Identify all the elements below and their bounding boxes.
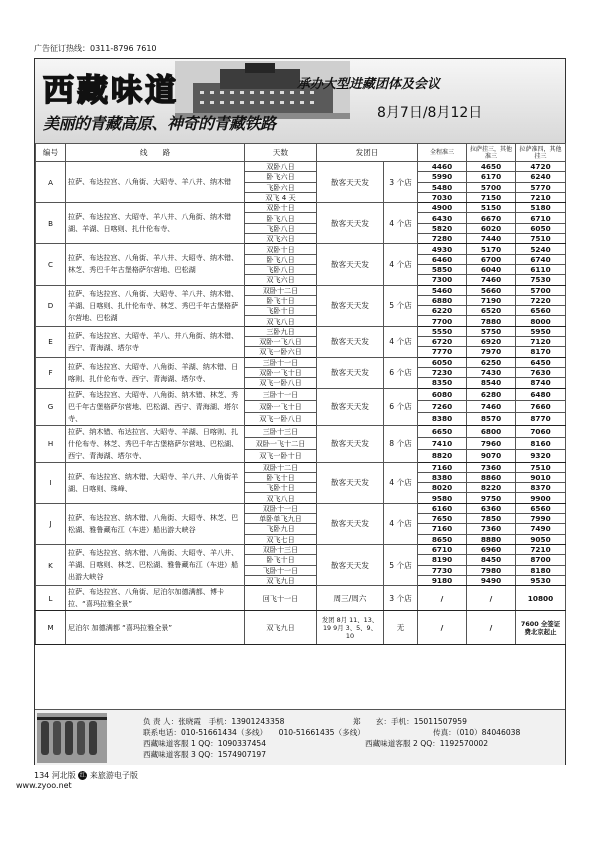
price-1: 8380 [418, 413, 467, 425]
price-2: / [467, 611, 516, 645]
duration: 三卧十三日 [245, 425, 317, 437]
price-3: 8770 [516, 413, 566, 425]
page-footer [34, 770, 138, 781]
departure-schedule: 周三/周六 [317, 586, 384, 611]
price-2: 8220 [467, 483, 516, 493]
table-row [36, 462, 566, 472]
price-3: 7220 [516, 295, 566, 305]
duration: 飞卧六日 [245, 182, 317, 192]
shop-count: 3 个店 [384, 586, 418, 611]
price-2: 4650 [467, 162, 516, 172]
shop-count: 5 个店 [384, 285, 418, 326]
contact-qq-1: 西藏味道客服 1 QQ：1090337454 [143, 739, 267, 748]
price-3: 6110 [516, 264, 566, 274]
price-3: 5770 [516, 182, 566, 192]
price-1: 7160 [418, 462, 467, 472]
price-2: 8880 [467, 534, 516, 544]
price-3: 9900 [516, 493, 566, 503]
shop-count: 4 个店 [384, 462, 418, 503]
price-1: 8190 [418, 555, 467, 565]
table-header [36, 144, 566, 162]
table-row [36, 203, 566, 213]
header-price-1: 全程准三 [418, 144, 467, 162]
price-2: 7440 [467, 234, 516, 244]
price-1: 8820 [418, 450, 467, 462]
route-code: H [36, 425, 66, 462]
price-3: 7210 [516, 192, 566, 202]
departure-schedule: 散客天天发 [317, 326, 384, 357]
route-code: K [36, 544, 66, 585]
contact-manager: 负 责 人：张晓霞 手机：13901243358 [143, 717, 285, 726]
price-2: 6670 [467, 213, 516, 223]
route-description: 拉萨、纳木错、布达拉宫、大昭寺、羊湖、日喀则、扎什伦布寺、林芝、秀巴千年古堡格萨尔营地、巴松湖、西宁、青海湖、塔尔寺、 [66, 425, 245, 462]
departure-schedule: 散客天天发 [317, 357, 384, 388]
price-3: 5950 [516, 326, 566, 336]
price-1: 6880 [418, 295, 467, 305]
shop-count: 4 个店 [384, 326, 418, 357]
price-2: 6020 [467, 223, 516, 233]
price-2: 7190 [467, 295, 516, 305]
duration: 双卧十二日 [245, 285, 317, 295]
route-code: B [36, 203, 66, 244]
route-description: 拉萨、布达拉宫、大昭寺、羊八、井八角街、纳木错、西宁、青海湖、塔尔寺 [66, 326, 245, 357]
price-1: / [418, 611, 467, 645]
duration: 双飞六日 [245, 234, 317, 244]
route-description: 拉萨、布达拉宫、纳木错、八角街、大昭寺、林芝、巴松湖、雅鲁藏布江（车进）船出游大峡谷 [66, 503, 245, 544]
price-2: 8570 [467, 413, 516, 425]
price-2: 6960 [467, 544, 516, 554]
shop-count: 4 个店 [384, 203, 418, 244]
ad-frame [34, 58, 566, 765]
duration: 双飞一卧十日 [245, 450, 317, 462]
price-1: 7770 [418, 347, 467, 357]
price-2: 6170 [467, 172, 516, 182]
price-3: 8740 [516, 378, 566, 388]
duration: 双飞七日 [245, 534, 317, 544]
price-3: 7120 [516, 337, 566, 347]
contact-fax: 传真：（010）84046038 [433, 728, 521, 737]
price-1: 6160 [418, 503, 467, 513]
duration: 卧飞八日 [245, 254, 317, 264]
price-2: 7970 [467, 347, 516, 357]
price-2: 7980 [467, 565, 516, 575]
price-3: 8180 [516, 565, 566, 575]
price-1: 7030 [418, 192, 467, 202]
departure-schedule: 散客天天发 [317, 544, 384, 585]
route-description: 拉萨、布达拉宫、大昭寺、羊八井、八角街、纳木错湖、羊湖、日喀则、扎什伦布寺、 [66, 203, 245, 244]
table-row [36, 611, 566, 645]
price-1: 8650 [418, 534, 467, 544]
route-description: 尼泊尔 加德满都 “喜玛拉雅全景” [66, 611, 245, 645]
price-3: 7630 [516, 367, 566, 377]
departure-schedule: 发团 8月 11、13、19 9月 3、5、9、10 [317, 611, 384, 645]
route-description: 拉萨、布达拉宫、八角街、羊八井、大昭寺、纳木错、林芝、秀巴千年古堡格萨尔营地、巴松湖 [66, 244, 245, 285]
route-code: A [36, 162, 66, 203]
duration: 双飞六日 [245, 275, 317, 285]
ad-hotline: 广告征订热线：0311-8796 7610 [34, 44, 157, 53]
price-3: 8370 [516, 483, 566, 493]
price-3: 8700 [516, 555, 566, 565]
banner-subtitle: 美丽的青藏高原、神奇的青藏铁路 [43, 114, 276, 133]
price-2: 6520 [467, 306, 516, 316]
header-route: 线 路 [66, 144, 245, 162]
site-url: www.zyoo.net [16, 781, 72, 790]
price-2: 5700 [467, 182, 516, 192]
route-code: L [36, 586, 66, 611]
price-2: 6250 [467, 357, 516, 367]
duration: 卧飞八日 [245, 213, 317, 223]
price-1: 7410 [418, 437, 467, 449]
price-1: 5460 [418, 285, 467, 295]
duration: 双卧十二日 [245, 462, 317, 472]
route-code: F [36, 357, 66, 388]
price-3: 9050 [516, 534, 566, 544]
duration: 卧飞十日 [245, 472, 317, 482]
price-1: 6460 [418, 254, 467, 264]
route-description: 拉萨、布达拉宫、大昭寺、八角街、羊湖、纳木错、日喀则、扎什伦布寺、西宁、青海湖、塔尔寺、 [66, 357, 245, 388]
price-3: 7990 [516, 514, 566, 524]
duration: 飞卧九日 [245, 524, 317, 534]
banner-tagline: 承办大型进藏团体及会议 [297, 77, 441, 92]
shop-count: 3 个店 [384, 162, 418, 203]
departure-schedule: 散客天天发 [317, 388, 384, 425]
duration: 飞卧八日 [245, 223, 317, 233]
route-code: J [36, 503, 66, 544]
duration: 双飞 4 天 [245, 192, 317, 202]
price-2: 7360 [467, 524, 516, 534]
duration: 卧飞十日 [245, 555, 317, 565]
departure-dates: 8月7日/8月12日 [377, 105, 483, 121]
duration: 双卧十三日 [245, 544, 317, 554]
contact-manager-2: 郑 玄：手机：15011507959 [353, 717, 467, 726]
price-1: 4930 [418, 244, 467, 254]
duration: 双卧一飞十日 [245, 400, 317, 412]
price-1: 5820 [418, 223, 467, 233]
duration: 双卧一飞十二日 [245, 437, 317, 449]
header-price-3: 拉萨准四，其他挂三 [516, 144, 566, 162]
duration: 双卧一飞十日 [245, 367, 317, 377]
price-3: 7510 [516, 234, 566, 244]
duration: 三卧十一日 [245, 357, 317, 367]
price-2: 9070 [467, 450, 516, 462]
price-2: 7460 [467, 400, 516, 412]
price-1: 5850 [418, 264, 467, 274]
price-3: 8160 [516, 437, 566, 449]
duration: 双飞一卧六日 [245, 347, 317, 357]
price-2: 6280 [467, 388, 516, 400]
price-2: 7960 [467, 437, 516, 449]
price-3: 6050 [516, 223, 566, 233]
table-row [36, 388, 566, 400]
price-1: 6710 [418, 544, 467, 554]
table-row [36, 503, 566, 513]
duration: 双卧十日 [245, 203, 317, 213]
duration: 单卧单飞九日 [245, 514, 317, 524]
page-number: 134 河北版 [34, 771, 76, 780]
contact-panel [35, 709, 565, 765]
duration: 双卧八日 [245, 162, 317, 172]
price-2: 7880 [467, 316, 516, 326]
table-row [36, 326, 566, 336]
header-departure: 发团日 [317, 144, 418, 162]
prayer-wheels-image [37, 713, 107, 763]
departure-schedule: 散客天天发 [317, 462, 384, 503]
duration: 双卧一飞八日 [245, 337, 317, 347]
route-code: C [36, 244, 66, 285]
price-3: 7060 [516, 425, 566, 437]
departure-schedule: 散客天天发 [317, 203, 384, 244]
price-3: 6560 [516, 306, 566, 316]
duration: 双飞一卧八日 [245, 378, 317, 388]
price-2: 5150 [467, 203, 516, 213]
price-3: 10800 [516, 586, 566, 611]
route-code: E [36, 326, 66, 357]
price-2: 6360 [467, 503, 516, 513]
price-1: 6720 [418, 337, 467, 347]
shop-count: 5 个店 [384, 544, 418, 585]
header-days: 天数 [245, 144, 317, 162]
route-code: I [36, 462, 66, 503]
table-row [36, 162, 566, 172]
price-1: 8020 [418, 483, 467, 493]
route-code: G [36, 388, 66, 425]
price-3: 8170 [516, 347, 566, 357]
header-code: 编号 [36, 144, 66, 162]
price-3: 9530 [516, 575, 566, 585]
price-1: 6430 [418, 213, 467, 223]
price-3: 6740 [516, 254, 566, 264]
table-row [36, 586, 566, 611]
duration: 卧飞六日 [245, 172, 317, 182]
duration: 卧飞十日 [245, 295, 317, 305]
duration: 双卧十日 [245, 244, 317, 254]
contact-qq-3: 西藏味道客服 3 QQ：1574907197 [143, 750, 267, 759]
contact-phone: 联系电话：010-51661434（多线） 010-51661435（多线） [143, 728, 365, 737]
price-3: 8000 [516, 316, 566, 326]
price-2: 7850 [467, 514, 516, 524]
departure-schedule: 散客天天发 [317, 425, 384, 462]
price-1: 6080 [418, 388, 467, 400]
duration: 双飞九日 [245, 575, 317, 585]
price-2: 7430 [467, 367, 516, 377]
price-3: 5240 [516, 244, 566, 254]
shop-count: 8 个店 [384, 425, 418, 462]
price-1: 6050 [418, 357, 467, 367]
price-2: 5170 [467, 244, 516, 254]
price-1: 7280 [418, 234, 467, 244]
shop-count: 6 个店 [384, 357, 418, 388]
price-1: 7260 [418, 400, 467, 412]
shop-count: 4 个店 [384, 503, 418, 544]
departure-schedule: 散客天天发 [317, 244, 384, 285]
price-2: 8450 [467, 555, 516, 565]
route-code: M [36, 611, 66, 645]
route-description: 拉萨、布达拉宫、纳木错、八角街、大昭寺、羊八井、羊湖、日喀则、林芝、巴松湖、雅鲁藏布江（车进）船出游大峡谷 [66, 544, 245, 585]
table-row [36, 425, 566, 437]
price-3: 6710 [516, 213, 566, 223]
duration: 三卧九日 [245, 326, 317, 336]
price-3: 7210 [516, 544, 566, 554]
price-1: 8380 [418, 472, 467, 482]
duration: 双飞九日 [245, 611, 317, 645]
duration: 双卧十一日 [245, 503, 317, 513]
banner [35, 59, 565, 144]
logo-badge-icon: 红 [79, 772, 86, 779]
table-row [36, 357, 566, 367]
duration: 飞卧十日 [245, 306, 317, 316]
table-row [36, 285, 566, 295]
price-3: 7600 全签证费北京起止 [516, 611, 566, 645]
header-price-2: 拉萨挂三，其他准三 [467, 144, 516, 162]
departure-schedule: 散客天天发 [317, 285, 384, 326]
price-3: 4720 [516, 162, 566, 172]
route-code: D [36, 285, 66, 326]
price-3: 7510 [516, 462, 566, 472]
departure-schedule: 散客天天发 [317, 503, 384, 544]
price-3: 6480 [516, 388, 566, 400]
shop-count: 6 个店 [384, 388, 418, 425]
departure-schedule: 散客天天发 [317, 162, 384, 203]
price-2: 7150 [467, 192, 516, 202]
price-2: 9750 [467, 493, 516, 503]
duration: 飞卧十日 [245, 483, 317, 493]
duration: 飞卧十一日 [245, 565, 317, 575]
price-1: 4900 [418, 203, 467, 213]
price-3: 7530 [516, 275, 566, 285]
duration: 双飞一卧八日 [245, 413, 317, 425]
duration: 三卧十一日 [245, 388, 317, 400]
route-description: 拉萨、布达拉宫、八角街、大昭寺、羊八井、纳木错 [66, 162, 245, 203]
contact-qq-2: 西藏味道客服 2 QQ：1192570002 [365, 739, 489, 748]
price-2: 5750 [467, 326, 516, 336]
price-3: 6240 [516, 172, 566, 182]
price-1: 5480 [418, 182, 467, 192]
price-2: 9490 [467, 575, 516, 585]
price-3: 9320 [516, 450, 566, 462]
price-2: 8860 [467, 472, 516, 482]
price-1: 5990 [418, 172, 467, 182]
price-1: 9580 [418, 493, 467, 503]
price-2: 7360 [467, 462, 516, 472]
price-3: 7660 [516, 400, 566, 412]
duration: 飞卧八日 [245, 264, 317, 274]
edition-label: 来旅游电子版 [89, 771, 138, 780]
price-3: 6560 [516, 503, 566, 513]
price-1: 7160 [418, 524, 467, 534]
price-1: 7700 [418, 316, 467, 326]
price-2: 7460 [467, 275, 516, 285]
price-2: 6040 [467, 264, 516, 274]
price-1: 7300 [418, 275, 467, 285]
shop-count: 4 个店 [384, 244, 418, 285]
price-1: 9180 [418, 575, 467, 585]
price-2: 8540 [467, 378, 516, 388]
price-2: 6700 [467, 254, 516, 264]
price-3: 5700 [516, 285, 566, 295]
route-rows [36, 162, 566, 645]
route-description: 拉萨、布达拉宫、八角街、大昭寺、羊八井、纳木错、羊湖、日喀则、扎什伦布寺、林芝、秀巴千年古堡格萨尔营地、巴松湖 [66, 285, 245, 326]
brand-title: 西藏味道 [43, 73, 179, 109]
price-3: 9010 [516, 472, 566, 482]
route-description: 拉萨、布达拉宫、大昭寺、八角街、纳木错、林芝、秀巴千年古堡格萨尔营地、巴松湖、西宁、青海湖、塔尔寺、 [66, 388, 245, 425]
price-1: 6650 [418, 425, 467, 437]
price-2: 5660 [467, 285, 516, 295]
duration: 回飞十一日 [245, 586, 317, 611]
price-2: 6800 [467, 425, 516, 437]
duration: 双飞八日 [245, 493, 317, 503]
price-2: / [467, 586, 516, 611]
price-1: 4460 [418, 162, 467, 172]
table-row [36, 244, 566, 254]
price-1: 7650 [418, 514, 467, 524]
table-row [36, 544, 566, 554]
duration: 双飞八日 [245, 316, 317, 326]
price-1: 7230 [418, 367, 467, 377]
price-3: 6450 [516, 357, 566, 367]
route-description: 拉萨、布达拉宫、八角街、尼泊尔加德满都、博卡拉、“喜玛拉雅全景” [66, 586, 245, 611]
price-3: 5180 [516, 203, 566, 213]
price-1: / [418, 586, 467, 611]
price-1: 7730 [418, 565, 467, 575]
route-price-table [35, 143, 566, 645]
price-1: 5550 [418, 326, 467, 336]
price-1: 6220 [418, 306, 467, 316]
price-3: 7490 [516, 524, 566, 534]
route-description: 拉萨、布达拉宫、纳木错、大昭寺、羊八井、八角街羊湖、日喀则、珠峰、 [66, 462, 245, 503]
price-1: 8350 [418, 378, 467, 388]
shop-count: 无 [384, 611, 418, 645]
price-2: 6920 [467, 337, 516, 347]
